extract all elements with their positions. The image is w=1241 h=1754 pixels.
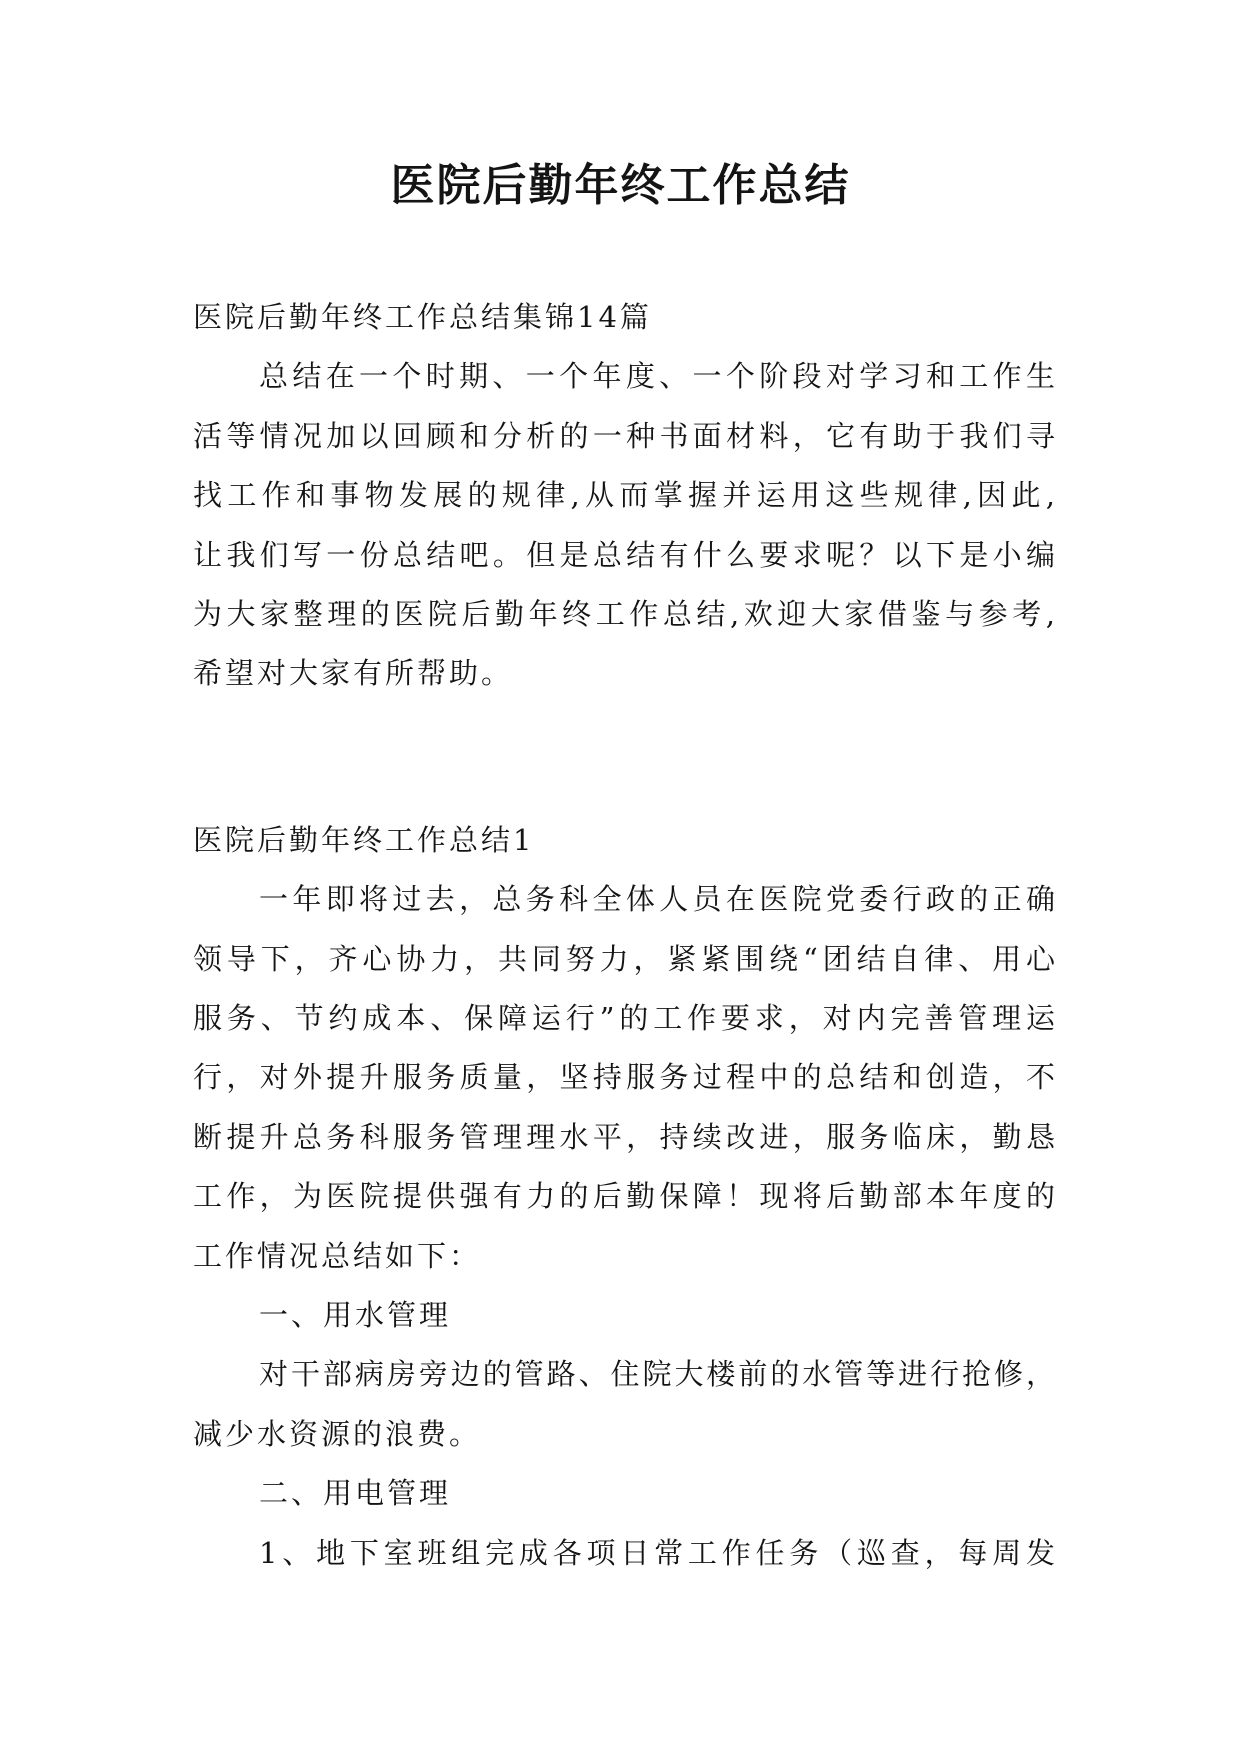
article-opening-paragraph <box>193 870 1057 1286</box>
electricity-paragraph <box>193 1524 1057 1583</box>
article-paragraph-line: 服务、节约成本、保障运行”的工作要求，对内完善管理运 <box>193 1001 1057 1036</box>
document-title: 医院后勤年终工作总结 <box>390 160 851 211</box>
intro-paragraph-line: 找工作和事物发展的规律,从而掌握并运用这些规律,因此, <box>193 478 1057 513</box>
intro-paragraph-line: 总结在一个时期、一个年度、一个阶段对学习和工作生 <box>259 359 1057 394</box>
water-paragraph <box>193 1345 1057 1464</box>
document-body <box>193 288 1057 1583</box>
blank-space <box>193 704 1057 811</box>
intro-paragraph-line: 活等情况加以回顾和分析的一种书面材料，它有助于我们寻 <box>193 418 1057 453</box>
intro-paragraph-line: 让我们写一份总结吧。但是总结有什么要求呢？以下是小编 <box>193 537 1057 572</box>
article-heading: 医院后勤年终工作总结1 <box>193 822 535 857</box>
water-paragraph-line: 减少水资源的浪费。 <box>193 1416 482 1451</box>
intro-paragraph <box>193 347 1057 703</box>
electricity-paragraph-line: 1、地下室班组完成各项日常工作任务（巡查，每周发 <box>259 1535 1057 1570</box>
intro-paragraph-line: 为大家整理的医院后勤年终工作总结,欢迎大家借鉴与参考, <box>193 596 1057 631</box>
article-paragraph-line: 领导下，齐心协力，共同努力，紧紧围绕“团结自律、用心 <box>193 941 1057 976</box>
article-paragraph-line: 断提升总务科服务管理理水平，持续改进，服务临床，勤恳 <box>193 1119 1057 1154</box>
article-paragraph-line: 工作，为医院提供强有力的后勤保障！现将后勤部本年度的 <box>193 1179 1057 1214</box>
article-paragraph-line: 一年即将过去，总务科全体人员在医院党委行政的正确 <box>259 882 1057 917</box>
intro-paragraph-line: 希望对大家有所帮助。 <box>193 656 514 691</box>
article-paragraph-line: 工作情况总结如下： <box>193 1238 482 1273</box>
collection-heading: 医院后勤年终工作总结集锦14篇 <box>193 300 652 334</box>
water-paragraph-line: 对干部病房旁边的管路、住院大楼前的水管等进行抢修， <box>259 1357 1057 1392</box>
section-heading-water: 一、用水管理 <box>259 1298 452 1333</box>
article-paragraph-line: 行，对外提升服务质量，坚持服务过程中的总结和创造，不 <box>193 1060 1057 1095</box>
section-heading-electricity: 二、用电管理 <box>259 1476 452 1511</box>
